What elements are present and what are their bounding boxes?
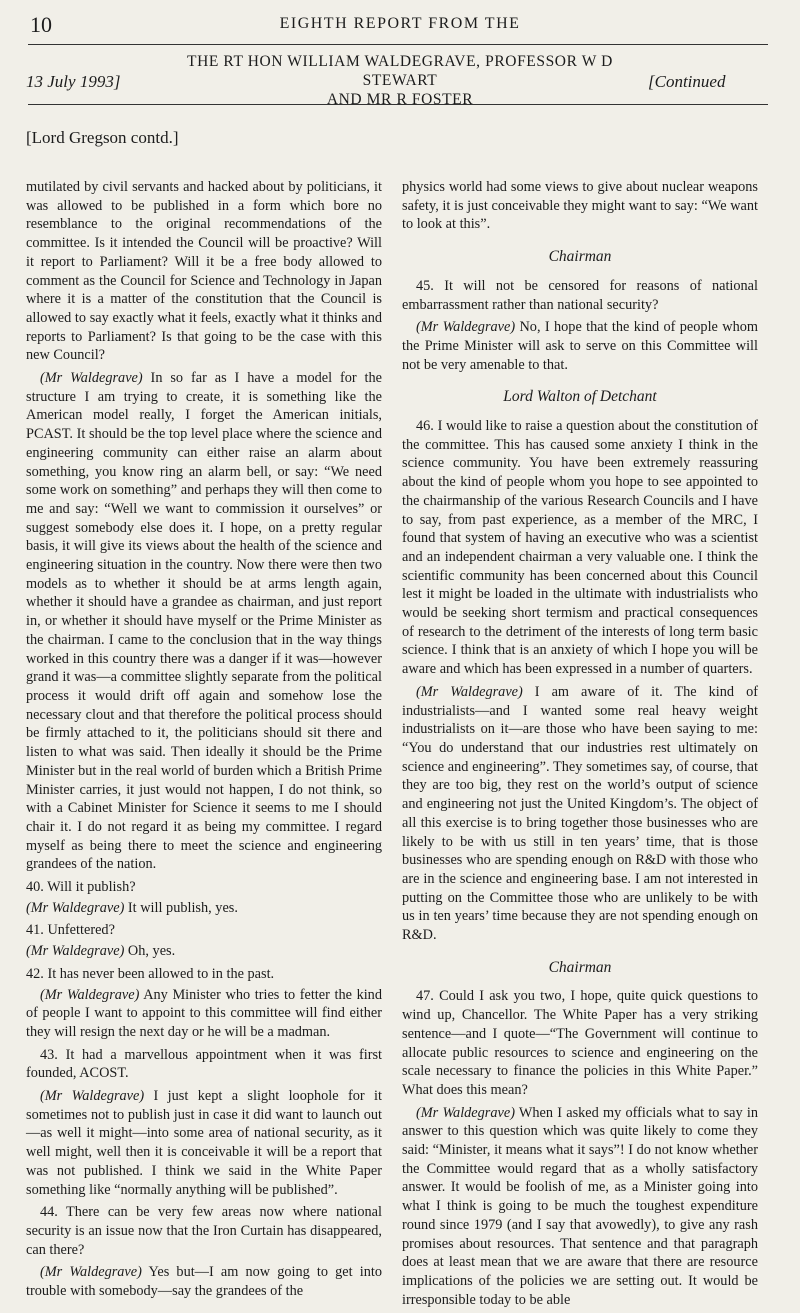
answer-46 bbox=[402, 683, 758, 945]
question-40: 40. Will it publish? bbox=[26, 879, 136, 896]
session-date: 13 July 1993] bbox=[26, 72, 121, 91]
answer-text: It will publish, yes. bbox=[124, 899, 238, 916]
answer-text: Any Minister who tries to fetter the kind of people I want to appoint to this committee will find either they will resign the next day or he will be a madman. bbox=[26, 986, 382, 1040]
speaker-heading: Chairman bbox=[548, 248, 612, 266]
question-43: 43. It had a marvellous appointment when it was first founded, ACOST. bbox=[26, 1046, 382, 1082]
speaker: (Mr Waldegrave) bbox=[26, 899, 125, 916]
left-column bbox=[26, 178, 382, 1305]
answer-42 bbox=[26, 986, 382, 1042]
answer-text: No, I hope that the kind of people whom the Prime Minister will ask to serve on this Committee will not be very amenable to that. bbox=[402, 319, 758, 373]
answer-text: Oh, yes. bbox=[124, 943, 176, 960]
speaker: (Mr Waldegrave) bbox=[40, 370, 143, 387]
answer-41 bbox=[26, 942, 382, 961]
question-45: 45. It will not be censored for reasons of national embarrassment rather than national security? bbox=[402, 277, 758, 313]
paragraph: physics world had some views to give about nuclear weapons safety, it is just conceivable they might want to say: “We want to look at this”. bbox=[402, 179, 758, 233]
answer-47 bbox=[402, 1104, 758, 1310]
speaker: (Mr Waldegrave) bbox=[40, 1088, 145, 1105]
answer-44 bbox=[26, 1263, 382, 1300]
question-47: 47. Could I ask you two, I hope, quite quick questions to wind up, Chancellor. The White Paper has a very striking sentence—and I quote—“The Government will continue to allocate public resources to science and engineering on the scale necessary to finance the policies in this White Paper.” What does this mean? bbox=[402, 988, 758, 1098]
witnesses-header bbox=[185, 52, 615, 109]
witnesses-line-1: THE RT HON WILLIAM WALDEGRAVE, PROFESSOR W D STEWART bbox=[187, 53, 613, 89]
continued-label: [Continued bbox=[648, 72, 726, 91]
question-42: 42. It has never been allowed to in the past. bbox=[26, 965, 275, 982]
answer-45 bbox=[402, 318, 758, 374]
speaker: (Mr Waldegrave) bbox=[416, 319, 516, 336]
answer-text: When I asked my officials what to say in answer to this question which was quite likely to come they said: “Minister, it means what it says”! I do not know whether the Committee would regard that as a wholly satisfactory answer. It would be foolish of me, as a Minister going into what I think is going to be much the toughest expenditure round since 1979 (and I say that avowedly), to give any rash promises about resources. That sentence and that paragraph does at least mean that we are aware that there are resource implications of the policies we are setting out. It would be irresponsible today to be able bbox=[402, 1104, 758, 1308]
answer-text: I just kept a slight loophole for it sometimes not to publish just in case it did want to launch out—as well it might—into some area of national security, as it well might, well then it is conceivable it will be a report that was not published. I think we said in the White Paper something like “normally anything will be published”. bbox=[26, 1088, 382, 1198]
speaker: (Mr Waldegrave) bbox=[26, 943, 125, 960]
answer-40 bbox=[26, 899, 382, 918]
speaker-contd: [Lord Gregson contd.] bbox=[26, 128, 179, 147]
report-title: EIGHTH REPORT FROM THE bbox=[279, 15, 521, 32]
answer-text: Yes but—I am now going to get into trouble with somebody—say the grandees of the bbox=[26, 1264, 382, 1300]
speaker: (Mr Waldegrave) bbox=[40, 986, 140, 1003]
speaker: (Mr Waldegrave) bbox=[416, 1104, 515, 1121]
header-rule-bottom bbox=[28, 104, 768, 105]
page-number: 10 bbox=[30, 12, 52, 37]
speaker: (Mr Waldegrave) bbox=[40, 1264, 142, 1281]
question-46: 46. I would like to raise a question about the constitution of the committee. This has caused some anxiety I think in the science community. You have been extremely reassuring about the kind of people whom you hope to see appointed to the chairmanship of the various Research Councils and I have to say, from past experience, as a member of the MRC, I found that system of having an executive who was a scientist and an independent chairman a very valuable one. I think the scientific community has been concerned about this Council lest it might be loaded in the ultimate with industrialists who would be seeking short termism and practical consequences of research to the detriment of the interests of long term basic science. I think that is an anxiety of which I hope you will be aware and which has been expressed in a number of quarters. bbox=[402, 418, 758, 678]
answer-text: In so far as I have a model for the structure I am trying to create, it is something like the American model really, I forget the American initials, PCAST. It should be the top level place where the science and engineering community can either raise an alarm about something, you know ring an alarm bell, or say: “We need some work on something” and perhaps they will then come to me and say: “Well we want to commission it ourselves” or suggest somebody else does it. I hope, on a pretty regular basis, it will give its views about the health of the science and engineering situation in the country. Now there were then two models as to whether it should be at arms length again, whether it should have a grandee as chairman, and just report in, or whether it should have myself or the Prime Minister as the chairman. I came to the conclusion that in the way things worked in this country there was a danger if it was—however grand it was—a committee slightly separate from the political process it would drift off again and somehow lose the necessary clout and that therefore the political process should be firmly attached to it, the politicians should sit there and listen to what was said. Then ideally it should be the Prime Minister but in the real world of burden which a British Prime Minister carries, it just would not happen, I do not think, so with a Cabinet Minister for Science it seems to me I should chair it. I do not regard it as being my committee. I regard myself as being there to meet the science and engineering grandees of the nation. bbox=[26, 370, 382, 873]
answer-text: I am aware of it. The kind of industrialists—and I wanted some real heavy weight industrialists on it—are those who have been saying to me: “You do understand that our industries rest ultimately on science and engineering”. They sometimes say, of course, that they are too big, they rest on the world’s output of science and engineering not just the United Kingdom’s. The object of all this exercise is to bring together those businesses who are likely to be with us still in ten years’ time, that is those businesses who are spending enough on R&D with those who are in the science and engineering base. I am not interested in putting on the Committee those who are unlikely to be with us in ten years’ time because they are not spending enough on R&D. bbox=[402, 683, 758, 944]
paragraph: mutilated by civil servants and hacked about by politicians, it was allowed to be published in a form which bore no resemblance to the original recommendations of the committee. Is it intended the Council will be proactive? Will it report to Parliament? Will it be a free body allowed to comment as the Council for Science and Technology in Japan where it is a matter of the constitution that the Council is allowed to say exactly what it feels, exactly what it thinks and reports to Parliament? Is that going to be the case with this new Council? bbox=[26, 179, 382, 364]
speaker: (Mr Waldegrave) bbox=[416, 683, 523, 700]
answer-paragraph bbox=[26, 369, 382, 874]
speaker-heading: Chairman bbox=[548, 958, 612, 976]
right-column bbox=[402, 178, 758, 1313]
answer-43 bbox=[26, 1087, 382, 1199]
witnesses-line-2: AND MR R FOSTER bbox=[326, 91, 474, 108]
header-rule-top bbox=[28, 44, 768, 45]
question-41: 41. Unfettered? bbox=[26, 922, 115, 939]
question-44: 44. There can be very few areas now where national security is an issue now that the Iron Curtain has disappeared, can there? bbox=[26, 1204, 382, 1258]
speaker-heading: Lord Walton of Detchant bbox=[503, 388, 657, 406]
